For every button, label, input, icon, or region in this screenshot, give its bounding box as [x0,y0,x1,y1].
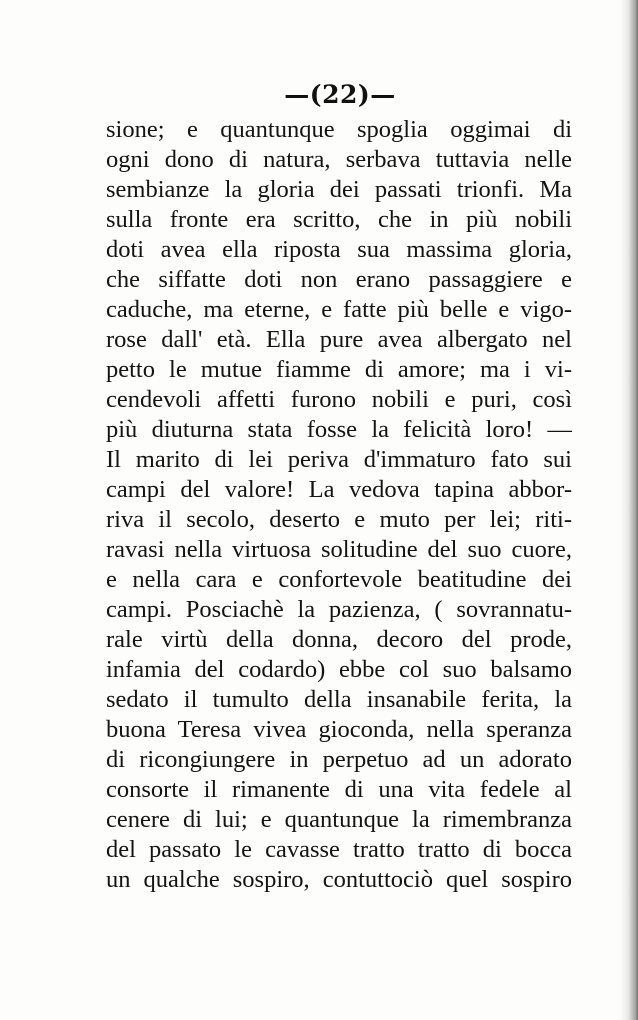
text-line: del passato le cavasse tratto tratto di bocca [106,836,572,863]
text-line: ravasi nella virtuosa solitudine del suo cuore, [106,536,572,563]
text-line: Il marito di lei periva d'immaturo fato sui [106,446,572,473]
text-line: cenere di lui; e quantunque la rimembranza [106,806,572,833]
text-line: che siffatte doti non erano passaggiere e [106,266,572,293]
text-line: sulla fronte era scritto, che in più nobili [106,206,572,233]
page-number: —(22)— [284,80,396,109]
text-line: più diuturna stata fosse la felicità loro! — [106,416,572,443]
text-line: ogni dono di natura, serbava tuttavia nelle [106,146,572,173]
text-line: sembianze la gloria dei passati trionfi. Ma [106,176,572,203]
text-line: petto le mutue fiamme di amore; ma i vi- [106,356,572,383]
text-line: cendevoli affetti furono nobili e puri, così [106,386,572,413]
text-line: un qualche sospiro, contuttociò quel sospiro [106,866,572,893]
text-line: campi del valore! La vedova tapina abbor- [106,476,572,503]
text-line: rale virtù della donna, decoro del prode, [106,626,572,653]
text-line: e nella cara e confortevole beatitudine dei [106,566,572,593]
text-line: rose dall' età. Ella pure avea albergato nel [106,326,572,353]
text-line: riva il secolo, deserto e muto per lei; riti- [106,506,572,533]
text-line: buona Teresa vivea gioconda, nella speranza [106,716,572,743]
body-text [106,115,572,895]
text-line: consorte il rimanente di una vita fedele al [106,776,572,803]
text-line: campi. Posciachè la pazienza, ( sovrannatu- [106,596,572,623]
text-line: infamia del codardo) ebbe col suo balsamo [106,656,572,683]
page-edge-shadow [620,0,638,1020]
text-line: caduche, ma eterne, e fatte più belle e vigo- [106,296,572,323]
text-line: sione; e quantunque spoglia oggimai di [106,116,572,143]
text-line: di ricongiungere in perpetuo ad un adorato [106,746,572,773]
text-line: sedato il tumulto della insanabile ferita, la [106,686,572,713]
text-line: doti avea ella riposta sua massima gloria, [106,236,572,263]
